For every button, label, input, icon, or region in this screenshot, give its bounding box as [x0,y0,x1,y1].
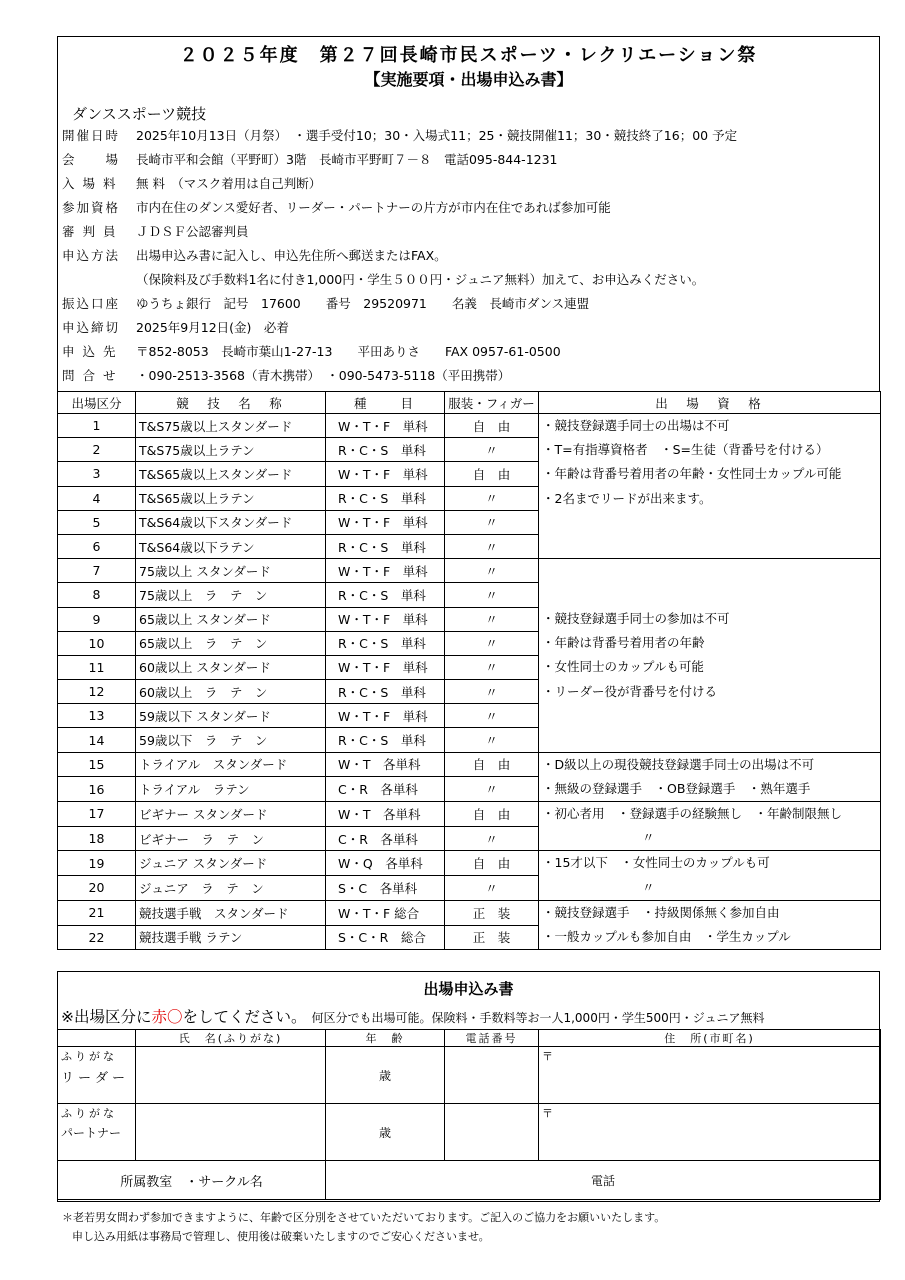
info-row-method [62,246,447,264]
note-fees: 何区分でも出場可能。保険料・手数料等お一人1,000円・学生500円・ジュニア無料 [311,1011,765,1025]
event-category-cell: 11 [58,655,136,679]
school-phone-field[interactable]: 電話 [326,1161,881,1200]
event-type-cell: R・C・S 単科 [326,680,445,704]
info-row-address [62,342,561,360]
event-dress-cell: 〃 [445,680,539,704]
info-label: 入 場 料 [62,176,118,191]
qualification-line: ・競技登録選手同士の参加は不可 [542,610,730,626]
event-category-cell: 8 [58,583,136,607]
event-dress-cell: 〃 [445,438,539,462]
info-label: 問 合 せ [62,368,118,383]
header-category: 出場区分 [58,392,136,414]
table-row [58,414,881,438]
footnote-age: ＊老若男女問わず参加できますように、年齢で区分別をさせていただいております。ご記入のご協力をお願いいたします。 [62,1211,666,1224]
event-name-cell: ビギナー ラ テ ン [136,826,326,851]
partner-age-field[interactable] [326,1104,445,1161]
event-category-cell: 2 [58,438,136,462]
info-value: 無 料 （マスク着用は自己判断） [136,176,322,191]
app-header-phone: 電話番号 [445,1030,539,1047]
age-unit: 歳 [378,1068,391,1083]
header-dress: 服装・フィガー [445,392,539,414]
event-name-cell: トライアル ラテン [136,777,326,802]
qualification-line: ・2名までリードが出来ます。 [542,490,712,506]
info-label: 申 込 先 [62,344,118,359]
leader-phone-field[interactable] [445,1047,539,1104]
event-type-cell: C・R 各単科 [326,777,445,802]
info-value: ＪＤＳＦ公認審判員 [136,224,249,239]
event-dress-cell: 正 装 [445,925,539,950]
event-category-cell: 22 [58,925,136,950]
form-note [61,1005,765,1027]
event-category-cell: 9 [58,607,136,631]
event-name-cell: 競技選手戦 スタンダード [136,900,326,925]
footnote-privacy: 申し込み用紙は事務局で管理し、使用後は破棄いたしますのでご安心くださいませ。 [72,1230,490,1243]
event-type-cell: W・T・F 単科 [326,704,445,728]
event-name-cell: 59歳以下 スタンダード [136,704,326,728]
info-value: 長崎市平和会館（平野町）3階 長崎市平野町７－８ 電話095-844-1231 [136,152,558,167]
partner-address-field[interactable] [539,1104,881,1161]
event-type-cell: W・T・F 単科 [326,462,445,486]
event-category-cell: 17 [58,802,136,827]
qualification-line: ・競技登録選手同士の出場は不可 [542,418,730,433]
info-value: ゆうちょ銀行 記号 17600 番号 29520971 名義 長崎市ダンス連盟 [136,296,590,311]
event-name-cell: 59歳以下 ラ テ ン [136,728,326,752]
header-qualification: 出 場 資 格 [539,392,881,414]
info-value: 2025年10月13日（月祭） ・選手受付10；30・入場式11；25・競技開催11；30・競技終了16；00 予定 [136,128,738,143]
info-row-fee [62,174,321,192]
event-type-cell: S・C・R 総合 [326,925,445,950]
event-name-cell: T&S65歳以上ラテン [136,486,326,510]
qualification-line: ・リーダー役が背番号を付ける [542,683,718,699]
event-name-cell: ジュニア ラ テ ン [136,876,326,901]
event-category-cell: 3 [58,462,136,486]
event-name-cell: ビギナー スタンダード [136,802,326,827]
app-header-age: 年 齢 [326,1030,445,1047]
event-category-cell: 15 [58,752,136,777]
event-name-cell: T&S65歳以上スタンダード [136,462,326,486]
event-category-cell: 5 [58,510,136,534]
app-header-name: 氏 名(ふりがな) [136,1030,326,1047]
info-row-contact [62,366,510,384]
qualification-line: ・T=有指導資格者 ・S=生徒（背番号を付ける） [542,442,829,458]
event-category-cell: 12 [58,680,136,704]
qualification-line: ・無級の登録選手 ・OB登録選手 ・熟年選手 [542,780,811,796]
info-row-bank [62,294,589,312]
event-type-cell: W・T・F 単科 [326,510,445,534]
event-name-cell: ジュニア スタンダード [136,851,326,876]
info-label: 審 判 員 [62,224,118,239]
event-name-cell: 競技選手戦 ラテン [136,925,326,950]
info-label: 申込方法 [62,248,121,263]
event-dress-cell: 〃 [445,607,539,631]
event-type-cell: W・T・F 単科 [326,607,445,631]
partner-label-cell [58,1104,136,1161]
table-row [58,559,881,583]
event-dress-cell: 自 由 [445,414,539,438]
table-row [58,752,881,777]
event-type-cell: R・C・S 単科 [326,583,445,607]
furigana-label: ふりがな [61,1107,117,1120]
qualification-cell [539,851,881,900]
event-name-cell: 65歳以上 スタンダード [136,607,326,631]
event-dress-cell: 〃 [445,534,539,558]
event-name: ダンススポーツ競技 [72,105,207,123]
leader-age-field[interactable] [326,1047,445,1104]
qualification-line: ・D級以上の現役競技登録選手同士の出場は不可 [542,756,815,772]
qualification-line: 〃 [642,830,655,846]
school-row [58,1161,881,1200]
event-dress-cell: 自 由 [445,851,539,876]
event-type-cell: R・C・S 単科 [326,534,445,558]
event-dress-cell: 〃 [445,876,539,901]
event-type-cell: W・T・F 総合 [326,900,445,925]
qualification-line: ・一般カップルも参加自由 ・学生カップル [542,929,791,945]
info-row-venue [62,150,558,168]
info-row-eligibility [62,198,611,216]
qualification-line: 〃 [642,879,655,895]
qualification-line: ・女性同士のカップルも可能 [542,659,704,675]
info-label: 開催日時 [62,128,121,143]
event-category-cell: 7 [58,559,136,583]
qualification-cell [539,559,881,753]
page-subtitle: 【実施要項・出場申込み書】 [364,70,573,89]
event-name-cell: T&S64歳以下ラテン [136,534,326,558]
note-suffix: をしてください。 [182,1008,307,1026]
age-unit: 歳 [378,1125,391,1140]
info-value: 2025年9月12日(金) 必着 [136,320,289,335]
leader-label: リーダー [61,1071,130,1086]
event-name-cell: 60歳以上 ラ テ ン [136,680,326,704]
page-title: ２０２５年度 第２７回長崎市民スポーツ・レクリエーション祭 [179,45,758,66]
header-name: 競 技 名 称 [136,392,326,414]
event-name-cell: T&S75歳以上スタンダード [136,414,326,438]
info-label: 申込締切 [62,320,121,335]
qualification-cell [539,752,881,801]
event-category-cell: 16 [58,777,136,802]
qualification-line: ・年齢は背番号着用者の年齢・女性同士カップル可能 [542,466,842,482]
info-value: 市内在住のダンス愛好者、リーダー・パートナーの片方が市内在住であれば参加可能 [136,200,611,215]
event-dress-cell: 〃 [445,583,539,607]
event-dress-cell: 〃 [445,559,539,583]
event-type-cell: W・T・F 単科 [326,559,445,583]
event-type-cell: W・Q 各単科 [326,851,445,876]
event-dress-cell: 自 由 [445,462,539,486]
application-table [57,1029,881,1200]
partner-name-field[interactable] [136,1104,326,1161]
event-category-cell: 6 [58,534,136,558]
leader-row [58,1047,881,1104]
event-dress-cell: 自 由 [445,752,539,777]
event-name-cell: 60歳以上 スタンダード [136,655,326,679]
event-name-cell: T&S64歳以下スタンダード [136,510,326,534]
event-category-cell: 4 [58,486,136,510]
event-category-cell: 20 [58,876,136,901]
qualification-cell [539,802,881,851]
info-row-judges [62,222,249,240]
event-category-cell: 10 [58,631,136,655]
event-dress-cell: 〃 [445,728,539,752]
event-name-cell: 65歳以上 ラ テ ン [136,631,326,655]
application-form [57,971,880,1202]
info-label: 参加資格 [62,200,121,215]
event-type-cell: R・C・S 単科 [326,486,445,510]
leader-label-cell [58,1047,136,1104]
info-value: （保険料及び手数料1名に付き1,000円・学生５００円・ジュニア無料）加えて、お申込みください。 [136,272,705,287]
event-dress-cell: 〃 [445,826,539,851]
zip-mark: 〒 [542,1050,553,1063]
note-prefix: ※出場区分に [61,1008,152,1026]
header-section [57,36,880,391]
qualification-line: ・年齢は背番号着用者の年齢 [542,635,705,651]
app-header-address: 住 所(市町名) [539,1030,881,1047]
partner-phone-field[interactable] [445,1104,539,1161]
event-name-cell: 75歳以上 ラ テ ン [136,583,326,607]
event-dress-cell: 正 装 [445,900,539,925]
event-name-cell: 75歳以上 スタンダード [136,559,326,583]
event-dress-cell: 〃 [445,486,539,510]
events-header-row [58,392,881,414]
event-category-cell: 21 [58,900,136,925]
leader-address-field[interactable] [539,1047,881,1104]
event-dress-cell: 〃 [445,655,539,679]
event-type-cell: R・C・S 単科 [326,631,445,655]
partner-row [58,1104,881,1161]
qualification-cell [539,900,881,949]
form-title: 出場申込み書 [423,980,514,998]
event-type-cell: W・T・F 単科 [326,655,445,679]
event-type-cell: W・T 各単科 [326,802,445,827]
info-value: ・090-2513-3568（青木携帯） ・090-5473-5118（平田携帯） [136,368,511,383]
event-dress-cell: 自 由 [445,802,539,827]
qualification-cell [539,414,881,559]
event-category-cell: 14 [58,728,136,752]
event-type-cell: S・C 各単科 [326,876,445,901]
info-row-date [62,126,737,144]
info-label: 振込口座 [62,296,121,311]
info-value: 〒852-8053 長崎市葉山1-27-13 平田ありさ FAX 0957-61-0500 [136,344,561,359]
info-row-method-note [62,270,704,288]
event-category-cell: 18 [58,826,136,851]
qualification-line: ・15才以下 ・女性同士のカップルも可 [542,855,770,871]
school-label: 所属教室 ・サークル名 [58,1161,326,1200]
event-dress-cell: 〃 [445,510,539,534]
partner-label: パートナー [61,1126,122,1140]
event-category-cell: 19 [58,851,136,876]
event-name-cell: トライアル スタンダード [136,752,326,777]
event-category-cell: 13 [58,704,136,728]
table-row [58,802,881,827]
event-dress-cell: 〃 [445,631,539,655]
note-red-circle: 赤〇 [151,1008,183,1026]
header-type: 種 目 [326,392,445,414]
table-row [58,851,881,876]
leader-name-field[interactable] [136,1047,326,1104]
event-type-cell: W・T 各単科 [326,752,445,777]
event-type-cell: R・C・S 単科 [326,438,445,462]
zip-mark: 〒 [542,1107,553,1120]
info-label: 会 場 [62,152,121,167]
event-type-cell: C・R 各単科 [326,826,445,851]
event-type-cell: R・C・S 単科 [326,728,445,752]
event-category-cell: 1 [58,414,136,438]
furigana-label: ふりがな [61,1050,117,1063]
qualification-line: ・初心者用 ・登録選手の経験無し ・年齢制限無し [542,806,843,822]
event-dress-cell: 〃 [445,777,539,802]
event-type-cell: W・T・F 単科 [326,414,445,438]
qualification-line: ・競技登録選手 ・持級関係無く参加自由 [542,904,780,920]
events-table [57,391,881,950]
info-value: 出場申込み書に記入し、申込先住所へ郵送またはFAX。 [136,248,447,263]
table-row [58,900,881,925]
event-dress-cell: 〃 [445,704,539,728]
app-header-blank [58,1030,136,1047]
info-row-deadline [62,318,289,336]
event-name-cell: T&S75歳以上ラテン [136,438,326,462]
